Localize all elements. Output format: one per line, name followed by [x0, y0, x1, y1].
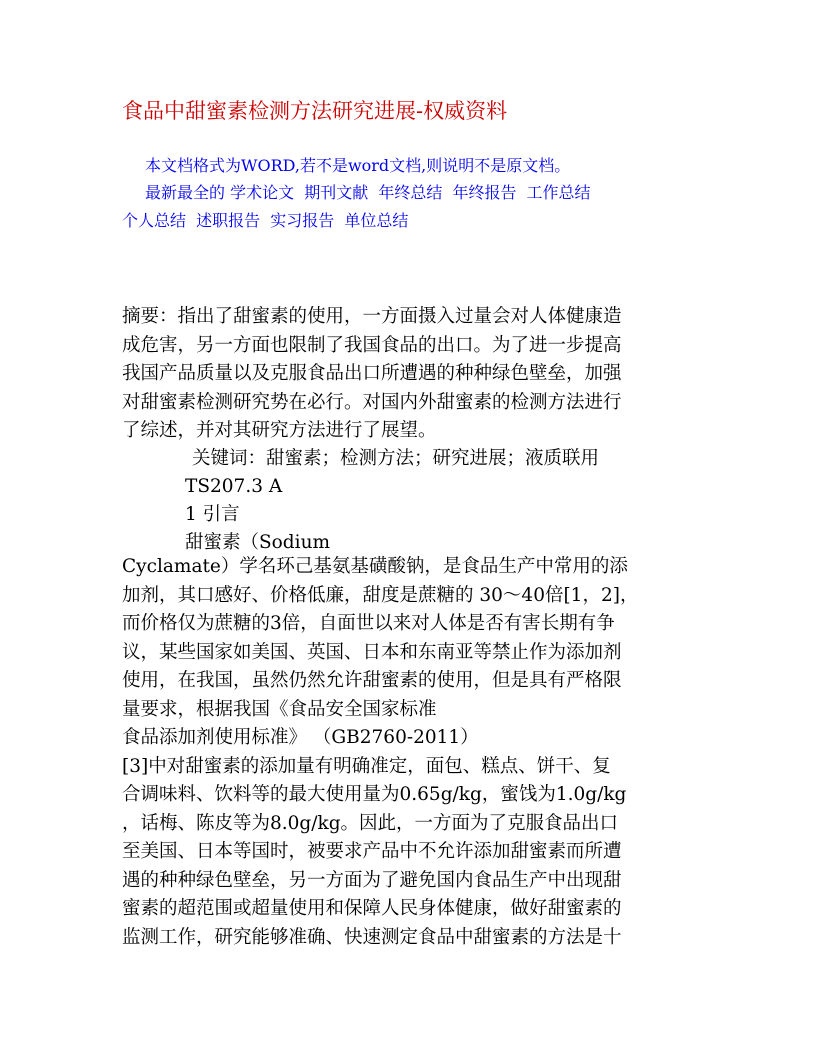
links-prefix: 最新最全的 [145, 183, 226, 202]
intro-line: [3]中对甜蜜素的添加量有明确准定，面包、糕点、饼干、复 [122, 755, 611, 777]
abstract [122, 303, 690, 446]
intro-line: 至美国、日本等国时，被要求产品中不允许添加甜蜜素而所遭 [122, 841, 622, 862]
link-year-end-summary[interactable]: 年终总结 [378, 183, 443, 202]
format-notice: 本文档格式为WORD,若不是word文档,则说明不是原文档。 [145, 156, 571, 175]
intro-line: 使用，在我国，虽然仍然允许甜蜜素的使用，但是具有严格限 [122, 670, 622, 691]
link-personal-summary[interactable]: 个人总结 [122, 211, 187, 230]
abstract-line: 成危害，另一方面也限制了我国食品的出口。为了进一步提高 [122, 334, 622, 356]
intro-line: 蜜素的超范围或超量使用和保障人民身体健康，做好甜蜜素的 [122, 898, 622, 919]
intro-line: ，话梅、陈皮等为8.0g/kg。因此，一方面为了克服食品出口 [122, 812, 619, 834]
intro-first-line: 甜蜜素（Sodium [185, 532, 331, 553]
keywords: 关键词：甜蜜素；检测方法；研究进展；液质联用 [192, 448, 600, 469]
intro-line: Cyclamate）学名环己基氨基磺酸钠，是食品生产中常用的添 [122, 556, 628, 577]
section-heading: 1 引言 [185, 504, 240, 525]
abstract-line: 了综述，并对其研究方法进行了展望。 [122, 420, 437, 441]
link-work-report[interactable]: 述职报告 [196, 211, 261, 230]
link-journal-literature[interactable]: 期刊文献 [304, 183, 369, 202]
link-internship-report[interactable]: 实习报告 [270, 211, 335, 230]
intro-line: 议，某些国家如美国、英国、日本和东南亚等禁止作为添加剂 [122, 641, 622, 663]
intro-line: 遇的种种绿色壁垒，另一方面为了避免国内食品生产中出现甜 [122, 869, 622, 891]
intro-paragraph [122, 553, 690, 952]
links-row-1 [145, 180, 596, 206]
intro-line: 合调味料、饮料等的最大使用量为0.65g/kg，蜜饯为1.0g/kg [122, 784, 627, 805]
abstract-line: 我国产品质量以及克服食品出口所遭遇的种种绿色壁垒，加强 [122, 363, 622, 384]
link-work-summary[interactable]: 工作总结 [526, 183, 591, 202]
intro-line: 加剂，其口感好、价格低廉，甜度是蔗糖的 30～40倍[1，2]， [122, 584, 639, 606]
abstract-line: 对甜蜜素检测研究势在必行。对国内外甜蜜素的检测方法进行 [122, 391, 622, 413]
abstract-line: 摘要：指出了甜蜜素的使用，一方面摄入过量会对人体健康造 [122, 306, 622, 327]
links-row-2 [122, 208, 413, 234]
classification-code: TS207.3 A [185, 476, 283, 497]
intro-line: 监测工作，研究能够准确、快速测定食品中甜蜜素的方法是十 [122, 926, 622, 948]
intro-line: 量要求，根据我国《食品安全国家标准 [122, 698, 437, 720]
document-title: 食品中甜蜜素检测方法研究进展-权威资料 [122, 99, 508, 123]
link-academic-papers[interactable]: 学术论文 [230, 183, 295, 202]
link-unit-summary[interactable]: 单位总结 [344, 211, 409, 230]
intro-line: 食品添加剂使用标准》 （GB2760-2011） [122, 727, 479, 748]
link-year-end-report[interactable]: 年终报告 [452, 183, 517, 202]
intro-line: 而价格仅为蔗糖的3倍，自面世以来对人体是否有害长期有争 [122, 613, 615, 634]
